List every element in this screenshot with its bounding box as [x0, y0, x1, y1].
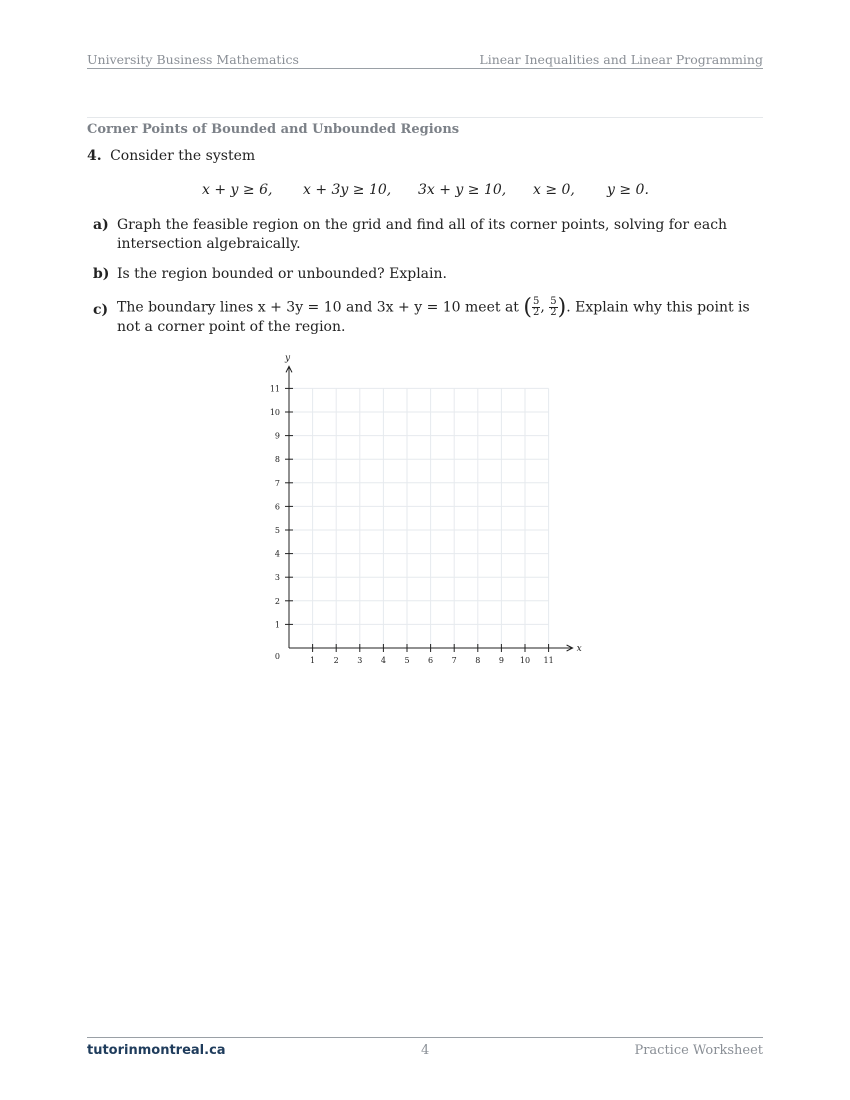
part-a-text: Graph the feasible region on the grid and find all of its corner points, solving for each intersection algebraically. — [117, 217, 728, 252]
fraction-y-denominator: 2 — [550, 307, 557, 318]
x-tick-label: 2 — [333, 656, 339, 665]
x-tick-label: 10 — [519, 656, 531, 665]
x-axis-label: x — [576, 644, 582, 654]
y-tick-label: 6 — [274, 502, 280, 512]
part-a-label: a) — [93, 217, 109, 233]
right-paren: ) — [557, 295, 567, 320]
origin-label: 0 — [274, 652, 280, 661]
x-tick-label: 11 — [543, 656, 554, 665]
x-tick-label: 3 — [357, 656, 363, 665]
footer-divider — [87, 1037, 763, 1038]
y-tick-label: 10 — [269, 408, 280, 417]
header-course-title: University Business Mathematics — [87, 52, 299, 67]
x-tick-label: 5 — [404, 656, 410, 665]
y-tick-label: 1 — [274, 620, 280, 630]
y-tick-label: 5 — [274, 526, 280, 535]
left-paren: ( — [523, 295, 532, 320]
x-tick-label: 6 — [428, 656, 434, 665]
x-tick-label: 7 — [451, 656, 457, 665]
fraction-x-denominator: 2 — [532, 307, 540, 318]
y-tick-label: 4 — [274, 549, 280, 559]
x-tick-label: 1 — [310, 656, 316, 665]
inequality-5: y ≥ 0. — [607, 182, 649, 198]
x-tick-label: 4 — [380, 656, 386, 665]
y-tick-label: 9 — [274, 431, 280, 441]
y-tick-label: 11 — [269, 384, 280, 394]
fraction-x-numerator: 5 — [532, 296, 540, 307]
part-c-text-before: The boundary lines x + 3y = 10 and 3x + y = 10 meet at — [117, 299, 519, 316]
inequality-3: 3x + y ≥ 10, — [418, 182, 507, 198]
part-c-text-after: . Explain why this point is not a corner point of the region. — [117, 299, 750, 335]
page-number: 4 — [421, 1043, 430, 1058]
inequality-1: x + y ≥ 6, — [202, 182, 273, 198]
inequality-4: x ≥ 0, — [533, 182, 575, 198]
y-tick-label: 8 — [274, 455, 280, 465]
y-tick-label: 2 — [274, 596, 280, 606]
problem-number: 4. — [87, 148, 102, 164]
part-c-label: c) — [93, 302, 109, 318]
x-tick-label: 8 — [475, 656, 481, 665]
y-axis-label: y — [285, 353, 291, 364]
x-tick-label: 9 — [498, 656, 504, 665]
comma-separator: , — [540, 299, 550, 315]
footer-worksheet-label: Practice Worksheet — [634, 1043, 763, 1058]
problem-intro-text: Consider the system — [110, 148, 256, 164]
part-b-text: Is the region bounded or unbounded? Explain. — [117, 266, 447, 282]
y-tick-label: 7 — [274, 478, 280, 488]
section-title: Corner Points of Bounded and Unbounded Regions — [87, 122, 460, 137]
fraction-y-numerator: 5 — [550, 296, 557, 307]
y-tick-label: 3 — [274, 573, 280, 583]
header-chapter-title: Linear Inequalities and Linear Programming — [479, 52, 763, 67]
part-b-label: b) — [93, 266, 110, 282]
inequality-2: x + 3y ≥ 10, — [303, 182, 392, 198]
footer-website-link[interactable]: tutorinmontreal.ca — [87, 1043, 226, 1058]
